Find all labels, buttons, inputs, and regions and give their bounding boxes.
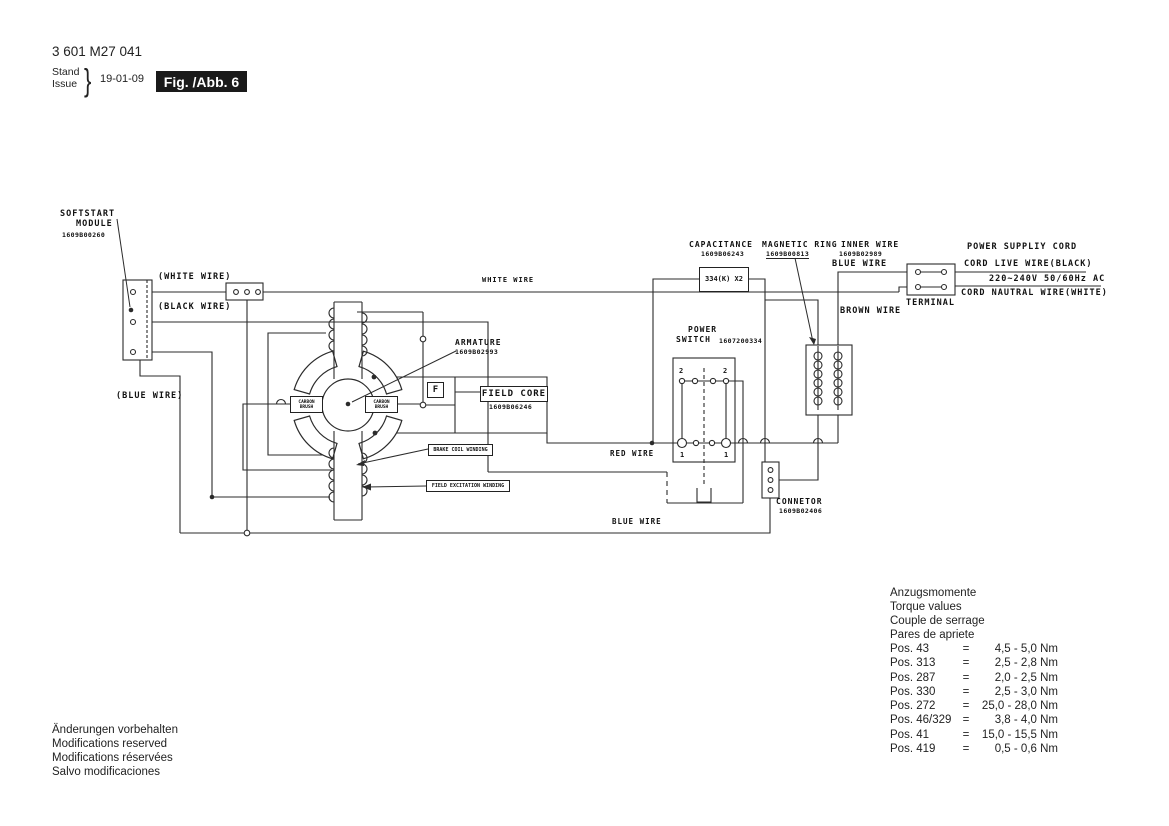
power-switch-label-2: SWITCH (676, 335, 711, 344)
connector-part: 1609B02406 (779, 507, 823, 515)
torque-row: Pos. 313 = 2,5 - 2,8 Nm (890, 657, 1058, 670)
blue-wire-top-label: BLUE WIRE (832, 259, 888, 269)
modifications-notice: Änderungen vorbehalten Modifications reserved Modifications réservées Salvo modificaciones (52, 724, 178, 778)
blue-wire-paren-label: (BLUE WIRE) (116, 391, 184, 401)
brown-wire-label: BROWN WIRE (840, 306, 902, 316)
brace-glyph: } (84, 62, 92, 99)
magnetic-ring-box (806, 345, 852, 415)
power-switch-part: 1607200334 (719, 337, 763, 345)
softstart-part: 1609B00260 (62, 231, 106, 239)
carbon-brush-left: CARBON BRUSH (290, 396, 323, 413)
torque-heading-es: Pares de apriete (890, 629, 975, 641)
switch-terminal-2-right: 2 (723, 367, 729, 375)
inner-wire-part: 1609B02989 (839, 250, 883, 258)
dots-arrows (129, 308, 816, 500)
armature-part: 1609B02993 (455, 348, 499, 356)
torque-heading-fr: Couple de serrage (890, 615, 985, 627)
red-wire-label: RED WIRE (610, 449, 655, 458)
field-core-box: FIELD CORE (480, 386, 548, 402)
torque-table (890, 586, 1058, 756)
capacitor-value-box: 334(K) X2 (699, 267, 749, 292)
stand-issue-label: Stand Issue (52, 66, 80, 90)
field-excitation-winding-box: FIELD EXCITATION WINDING (426, 480, 510, 492)
torque-row: Pos. 419 = 0,5 - 0,6 Nm (890, 743, 1058, 756)
connector-label: CONNETOR (776, 497, 823, 506)
field-marker-box: F (427, 382, 444, 398)
product-number: 3 601 M27 041 (52, 44, 143, 59)
carbon-brush-right: CARBON BRUSH (365, 396, 398, 413)
power-switch-box (673, 358, 735, 502)
white-wire-top-label: WHITE WIRE (482, 276, 535, 284)
power-switch-label-1: POWER (688, 325, 718, 334)
torque-row: Pos. 287 = 2,0 - 2,5 Nm (890, 671, 1058, 684)
switch-terminal-1-right: 1 (724, 451, 730, 459)
connector-box (762, 462, 779, 498)
inner-wire-label: INNER WIRE (841, 240, 900, 249)
magnetic-ring-part: 1609B00813 (766, 250, 810, 258)
softstart-label-1: SOFTSTART (60, 209, 116, 219)
softstart-label-2: MODULE (76, 219, 113, 229)
voltage-rating-label: 220~240V 50/60Hz AC (989, 274, 1106, 284)
switch-terminal-2-left: 2 (679, 367, 685, 375)
magnetic-ring-label: MAGNETIC RING (762, 240, 838, 249)
brake-coil-winding-box: BRAKE COIL WINDING (428, 444, 493, 456)
torque-heading-en: Torque values (890, 601, 962, 613)
cord-neutral-wire-label: CORD NAUTRAL WIRE(WHITE) (961, 288, 1108, 298)
capacitance-label: CAPACITANCE (689, 240, 753, 249)
torque-row: Pos. 41 = 15,0 - 15,5 Nm (890, 728, 1058, 741)
white-wire-paren-label: (WHITE WIRE) (158, 272, 232, 282)
power-supply-cord-title: POWER SUPPLIY CORD (967, 242, 1078, 252)
torque-row: Pos. 46/329 = 3,8 - 4,0 Nm (890, 714, 1058, 727)
terminal-label: TERMINAL (906, 298, 955, 308)
torque-row: Pos. 43 = 4,5 - 5,0 Nm (890, 643, 1058, 655)
torque-row: Pos. 272 = 25,0 - 28,0 Nm (890, 700, 1058, 713)
blue-wire-bottom-label: BLUE WIRE (612, 517, 662, 526)
figure-label: Fig. /Abb. 6 (156, 71, 247, 92)
inline-connector (226, 283, 263, 300)
issue-date: 19-01-09 (100, 73, 145, 85)
black-wire-paren-label: (BLACK WIRE) (158, 302, 232, 312)
terminal-block (907, 264, 955, 295)
field-core-part: 1609B06246 (489, 403, 533, 411)
capacitance-part: 1609B06243 (701, 250, 745, 258)
torque-row: Pos. 330 = 2,5 - 3,0 Nm (890, 685, 1058, 698)
switch-terminal-1-left: 1 (680, 451, 686, 459)
armature-label: ARMATURE (455, 338, 502, 347)
cord-live-wire-label: CORD LIVE WIRE(BLACK) (964, 259, 1093, 269)
torque-heading-de: Anzugsmomente (890, 587, 977, 599)
